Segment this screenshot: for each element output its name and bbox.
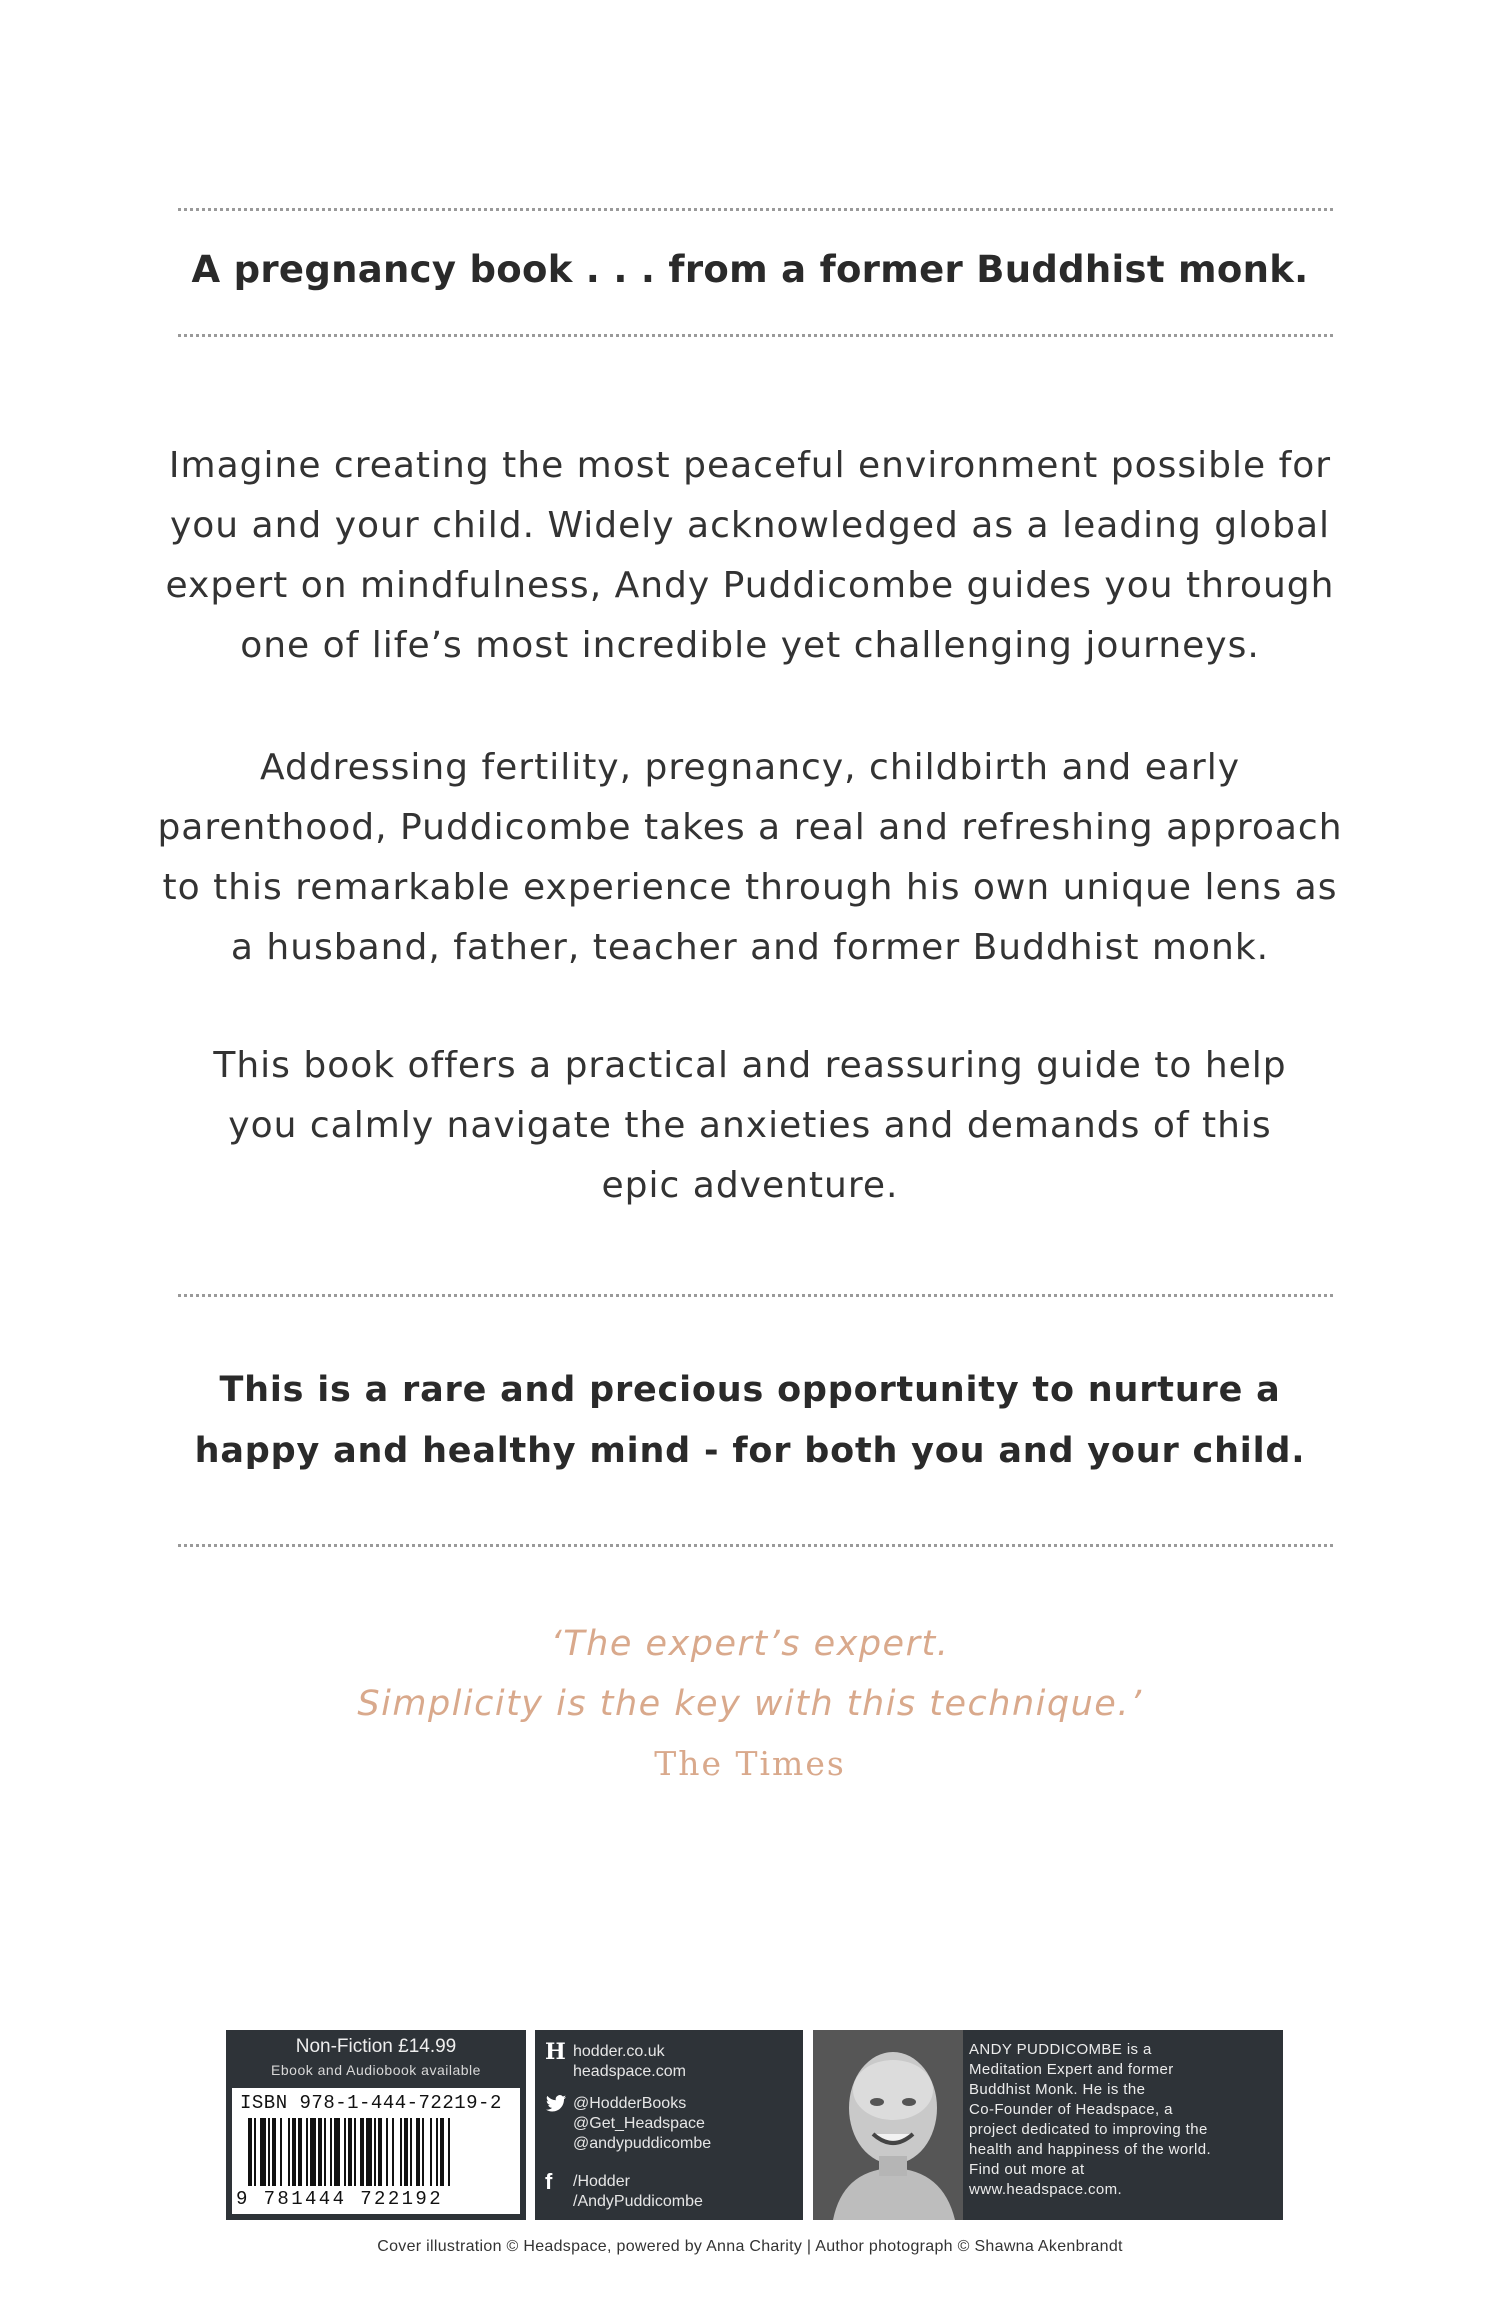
facebook-page[interactable]: /Hodder — [573, 2173, 630, 2190]
isbn-number: ISBN 978-1-444-72219-2 — [240, 2092, 502, 2114]
hodder-logo-icon: H — [545, 2039, 566, 2065]
cover-credits: Cover illustration © Headspace, powered by Anna Charity | Author photograph © Shawna Akenbrandt — [377, 2238, 1123, 2255]
text-line: happy and healthy mind - for both you and your child. — [194, 1431, 1306, 1471]
bio-line: health and happiness of the world. — [969, 2141, 1212, 2158]
web-link[interactable]: headspace.com — [573, 2063, 686, 2080]
twitter-links — [545, 2094, 711, 2154]
bio-line: ANDY PUDDICOMBE is a — [969, 2041, 1152, 2058]
barcode-icon — [248, 2118, 506, 2186]
text-line: This book offers a practical and reassuring guide to help — [213, 1045, 1287, 1086]
text-line: you and your child. Widely acknowledged as a leading global — [169, 505, 1331, 546]
text-line: one of life’s most incredible yet challenging journeys. — [240, 625, 1260, 666]
text-line: expert on mindfulness, Andy Puddicombe guides you through — [165, 565, 1335, 606]
blurb-paragraph-2 — [140, 738, 1360, 978]
publisher-links-panel — [535, 2030, 803, 2220]
web-link[interactable]: hodder.co.uk — [573, 2043, 665, 2060]
web-links — [545, 2039, 686, 2082]
twitter-bird-icon — [545, 2094, 573, 2117]
bio-line: Buddhist Monk. He is the — [969, 2081, 1146, 2098]
tagline: A pregnancy book . . . from a former Buddhist monk. — [191, 248, 1309, 291]
blurb-paragraph-1 — [140, 436, 1360, 676]
price-label: Non-Fiction £14.99 — [295, 2036, 457, 2057]
bio-line: Meditation Expert and former — [969, 2061, 1174, 2078]
twitter-handle[interactable]: @Get_Headspace — [573, 2115, 705, 2132]
text-line: to this remarkable experience through his own unique lens as — [162, 867, 1338, 908]
blurb-paragraph-3 — [140, 1036, 1360, 1216]
author-panel — [813, 2030, 1283, 2220]
text-line: Addressing fertility, pregnancy, childbirth and early — [259, 747, 1241, 788]
author-bio — [969, 2040, 1279, 2200]
highlight-statement — [140, 1360, 1360, 1482]
twitter-handle[interactable]: @andypuddicombe — [573, 2135, 712, 2152]
author-photo — [813, 2030, 963, 2220]
twitter-handle[interactable]: @HodderBooks — [573, 2095, 687, 2112]
facebook-links — [545, 2169, 703, 2212]
review-quote — [140, 1614, 1360, 1794]
barcode-digits: 9 781444 722192 — [236, 2188, 444, 2210]
text-line: you calmly navigate the anxieties and demands of this — [228, 1105, 1272, 1146]
divider-tagline-bottom — [178, 334, 1333, 337]
text-line: epic adventure. — [601, 1165, 899, 1206]
text-line: Imagine creating the most peaceful environment possible for — [168, 445, 1332, 486]
facebook-icon: f — [545, 2169, 553, 2194]
bio-line: Find out more at — [969, 2161, 1085, 2178]
bio-link[interactable]: www.headspace.com. — [969, 2181, 1123, 2198]
quote-line-2: Simplicity is the key with this technique.’ — [357, 1684, 1143, 1724]
bio-line: project dedicated to improving the — [969, 2121, 1208, 2138]
quote-line-1: ‘The expert’s expert. — [550, 1624, 950, 1664]
availability-label: Ebook and Audiobook available — [271, 2062, 481, 2078]
text-line: parenthood, Puddicombe takes a real and refreshing approach — [157, 807, 1343, 848]
divider-top — [178, 208, 1333, 211]
text-line: This is a rare and precious opportunity to nurture a — [219, 1370, 1281, 1410]
price-isbn-panel — [226, 2030, 526, 2220]
divider-statement-top — [178, 1294, 1333, 1297]
quote-source: The Times — [654, 1744, 846, 1783]
facebook-page[interactable]: /AndyPuddicombe — [573, 2193, 703, 2210]
text-line: a husband, father, teacher and former Buddhist monk. — [230, 927, 1270, 968]
bio-line: Co-Founder of Headspace, a — [969, 2101, 1173, 2118]
divider-statement-bottom — [178, 1544, 1333, 1547]
barcode-box — [232, 2088, 520, 2214]
